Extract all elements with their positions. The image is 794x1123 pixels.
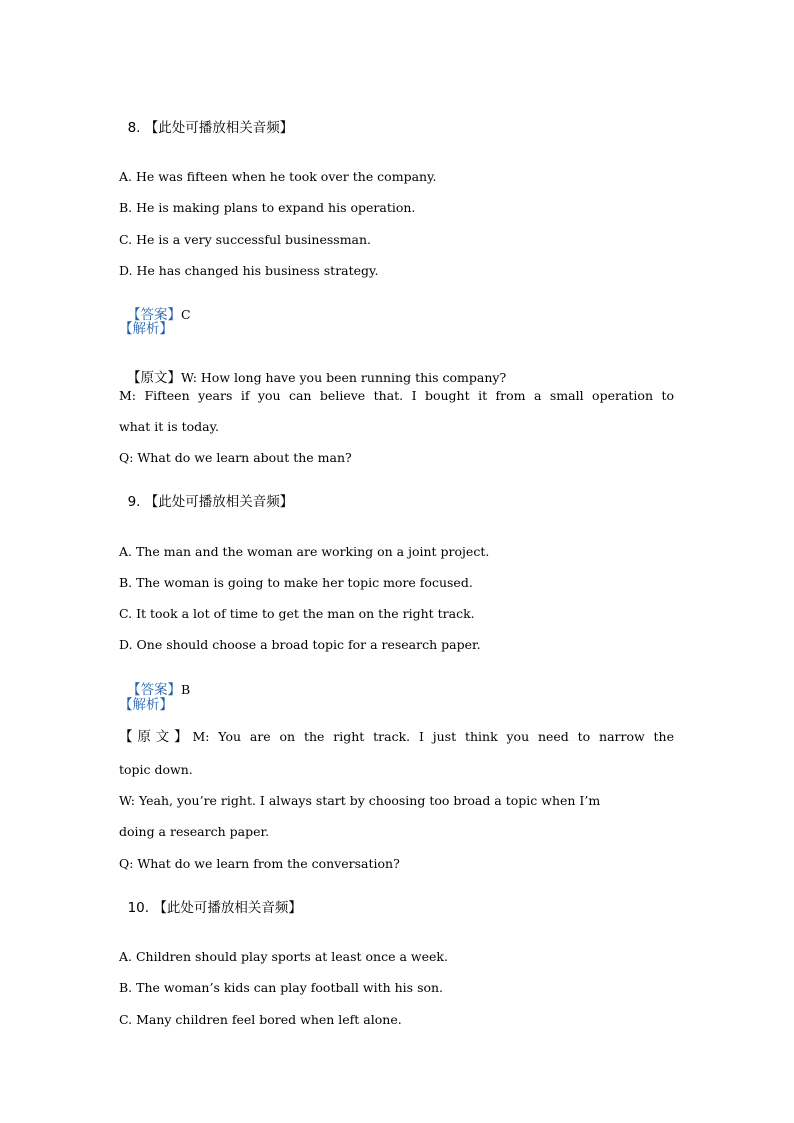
- answer-line: [119, 291, 191, 323]
- analysis-tag: 【解析】: [119, 321, 173, 337]
- answer-line: [119, 666, 190, 698]
- question-9-header: [119, 478, 293, 510]
- option-b: B. The woman’s kids can play football with his son.: [119, 980, 444, 995]
- option-b: B. He is making plans to expand his operation.: [119, 200, 416, 215]
- answer-value: B: [180, 682, 191, 697]
- question-number: 9.: [127, 494, 141, 510]
- transcript-text: W: How long have you been running this company?: [180, 370, 507, 385]
- transcript-line-2: M: Fifteen years if you can believe that. I bought it from a small operation to: [119, 388, 674, 403]
- transcript-line-3: what it is today.: [119, 419, 219, 434]
- transcript-line-3: W: Yeah, you’re right. I always start by choosing too broad a topic when I’m: [119, 793, 601, 808]
- question-10-header: [119, 884, 302, 916]
- question-number: 10.: [127, 900, 150, 916]
- transcript-line-1: [119, 729, 674, 745]
- question-8-header: [119, 104, 293, 136]
- answer-value: C: [180, 307, 191, 322]
- transcript-text: M: You are on the right track. I just think you need to narrow the: [192, 729, 675, 744]
- audio-label: 【此处可播放相关音频】: [144, 120, 294, 136]
- answer-tag: 【答案】: [126, 682, 181, 698]
- answer-tag: 【答案】: [126, 307, 181, 323]
- option-c: C. It took a lot of time to get the man on the right track.: [119, 606, 475, 621]
- analysis-tag: 【解析】: [119, 697, 173, 713]
- audio-label: 【此处可播放相关音频】: [153, 900, 302, 916]
- option-c: C. He is a very successful businessman.: [119, 232, 372, 247]
- transcript-tag: 【原文】: [126, 370, 181, 386]
- option-a: A. Children should play sports at least once a week.: [119, 949, 448, 964]
- transcript-line-4: doing a research paper.: [119, 824, 270, 839]
- option-d: D. One should choose a broad topic for a research paper.: [119, 637, 481, 652]
- transcript-line-1: [119, 354, 506, 386]
- transcript-tag: 【原文】: [119, 729, 193, 745]
- question-number: 8.: [127, 120, 141, 136]
- transcript-question: Q: What do we learn from the conversation?: [119, 856, 400, 871]
- transcript-question: Q: What do we learn about the man?: [119, 450, 352, 465]
- option-b: B. The woman is going to make her topic more focused.: [119, 575, 473, 590]
- option-a: A. The man and the woman are working on a joint project.: [119, 544, 490, 559]
- audio-label: 【此处可播放相关音频】: [144, 494, 294, 510]
- option-a: A. He was fifteen when he took over the company.: [119, 169, 437, 184]
- option-d: D. He has changed his business strategy.: [119, 263, 379, 278]
- option-c: C. Many children feel bored when left alone.: [119, 1012, 402, 1027]
- transcript-line-2: topic down.: [119, 762, 193, 777]
